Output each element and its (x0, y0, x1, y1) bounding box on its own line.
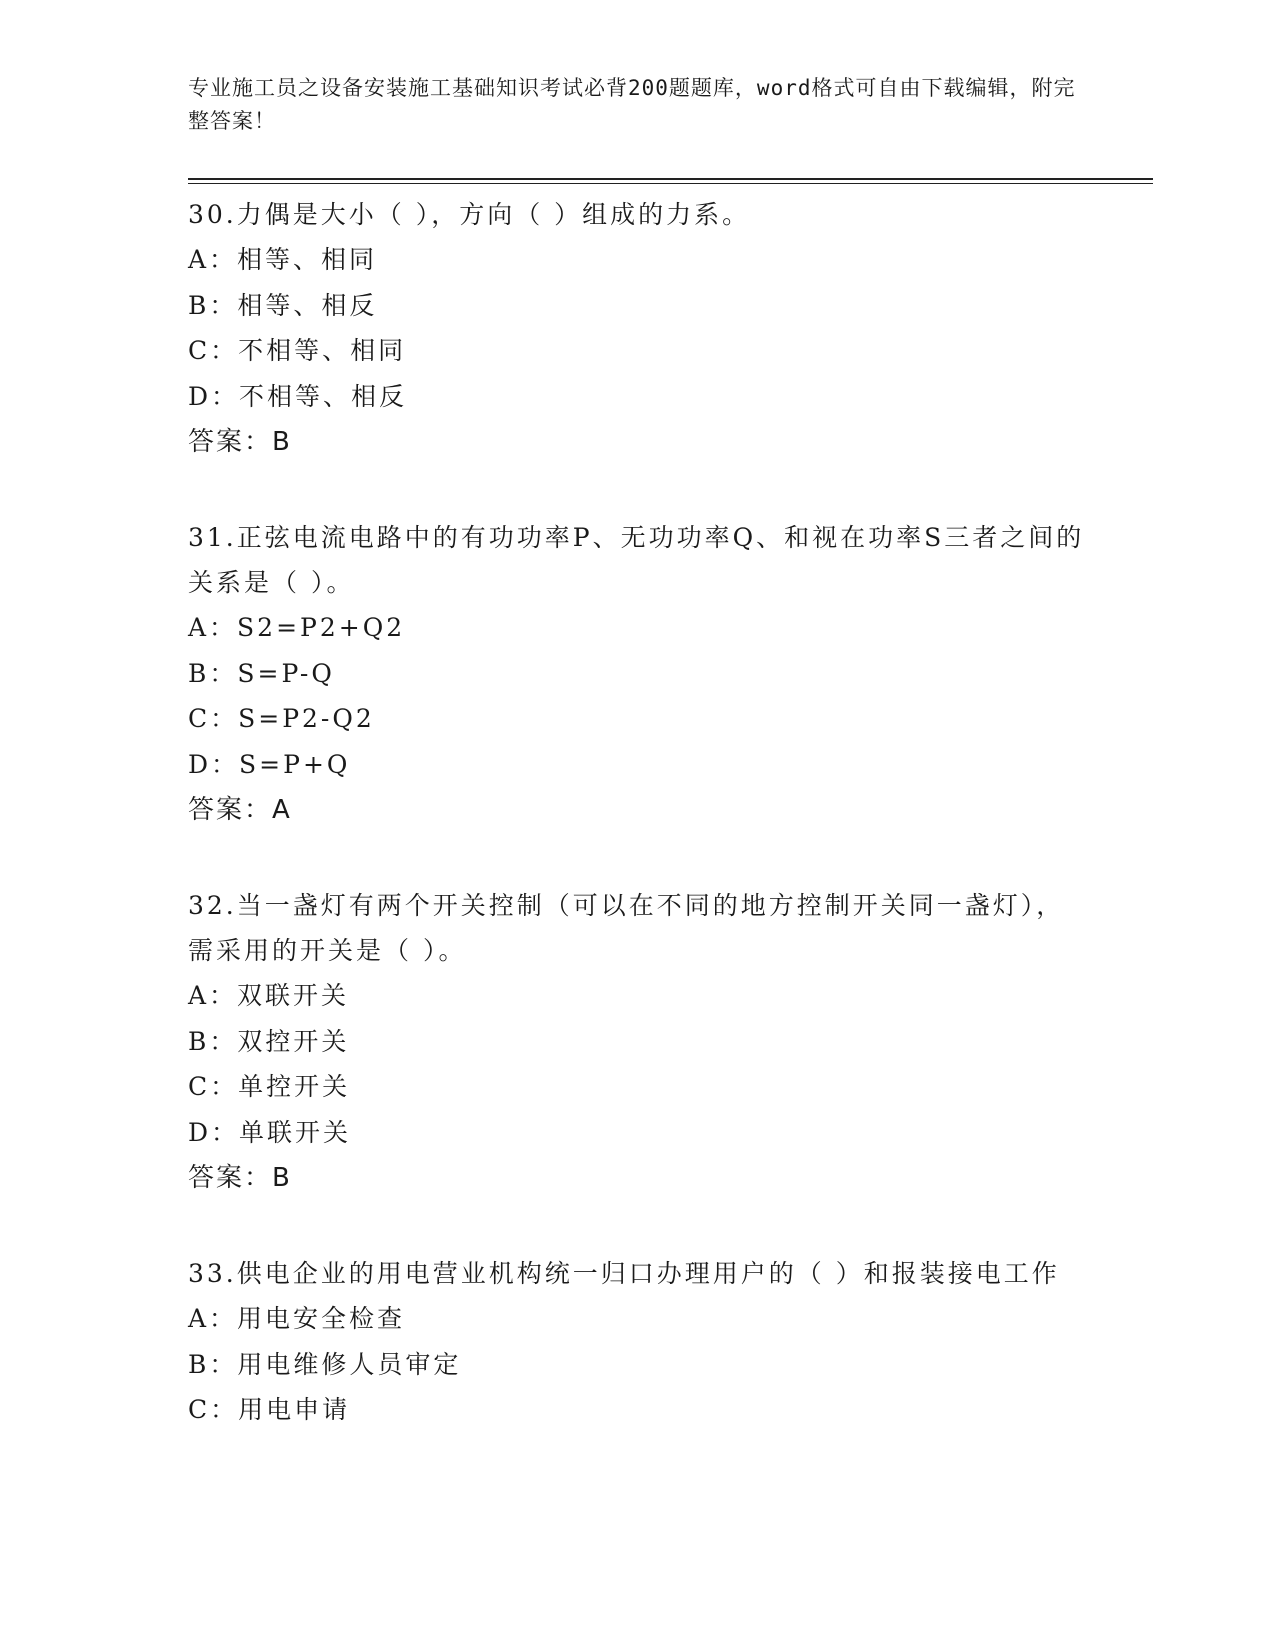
option-d: D：S=P+Q (188, 749, 351, 779)
question-list (188, 192, 1088, 1483)
option-b: B：双控开关 (188, 1026, 350, 1056)
option-c: C：单控开关 (188, 1072, 351, 1101)
option-b: B：用电维修人员审定 (188, 1349, 462, 1379)
option-a: A：双联开关 (188, 981, 350, 1010)
answer: 答案：B (188, 427, 292, 457)
option-a: A：相等、相同 (188, 245, 378, 274)
option-a: A：用电安全检查 (188, 1304, 406, 1333)
option-c: C：S=P2-Q2 (188, 704, 375, 733)
option-a: A：S2=P2+Q2 (188, 613, 406, 642)
question-32 (188, 883, 1088, 1201)
answer: 答案：B (188, 1163, 292, 1193)
question-stem: 32.当一盏灯有两个开关控制（可以在不同的地方控制开关同一盏灯），需采用的开关是（ ）。 (188, 891, 1065, 965)
option-d: D：单联开关 (188, 1117, 352, 1147)
answer: 答案：A (188, 795, 292, 825)
question-stem: 31.正弦电流电路中的有功功率P、无功功率Q、和视在功率S三者之间的关系是（ ）。 (188, 523, 1085, 597)
option-c: C：不相等、相同 (188, 336, 407, 365)
option-b: B：S=P-Q (188, 658, 335, 688)
option-d: D：不相等、相反 (188, 381, 408, 411)
question-33 (188, 1251, 1088, 1433)
question-stem: 30.力偶是大小（ ），方向（ ）组成的力系。 (188, 200, 751, 229)
option-c: C：用电申请 (188, 1395, 351, 1424)
document-header: 专业施工员之设备安装施工基础知识考试必背200题题库，word格式可自由下载编辑，附完整答案！ (188, 76, 1076, 133)
header-divider (188, 178, 1153, 184)
question-stem: 33.供电企业的用电营业机构统一归口办理用户的（ ）和报装接电工作 (188, 1259, 1060, 1288)
question-31 (188, 515, 1088, 833)
option-b: B：相等、相反 (188, 290, 378, 320)
question-30 (188, 192, 1088, 465)
